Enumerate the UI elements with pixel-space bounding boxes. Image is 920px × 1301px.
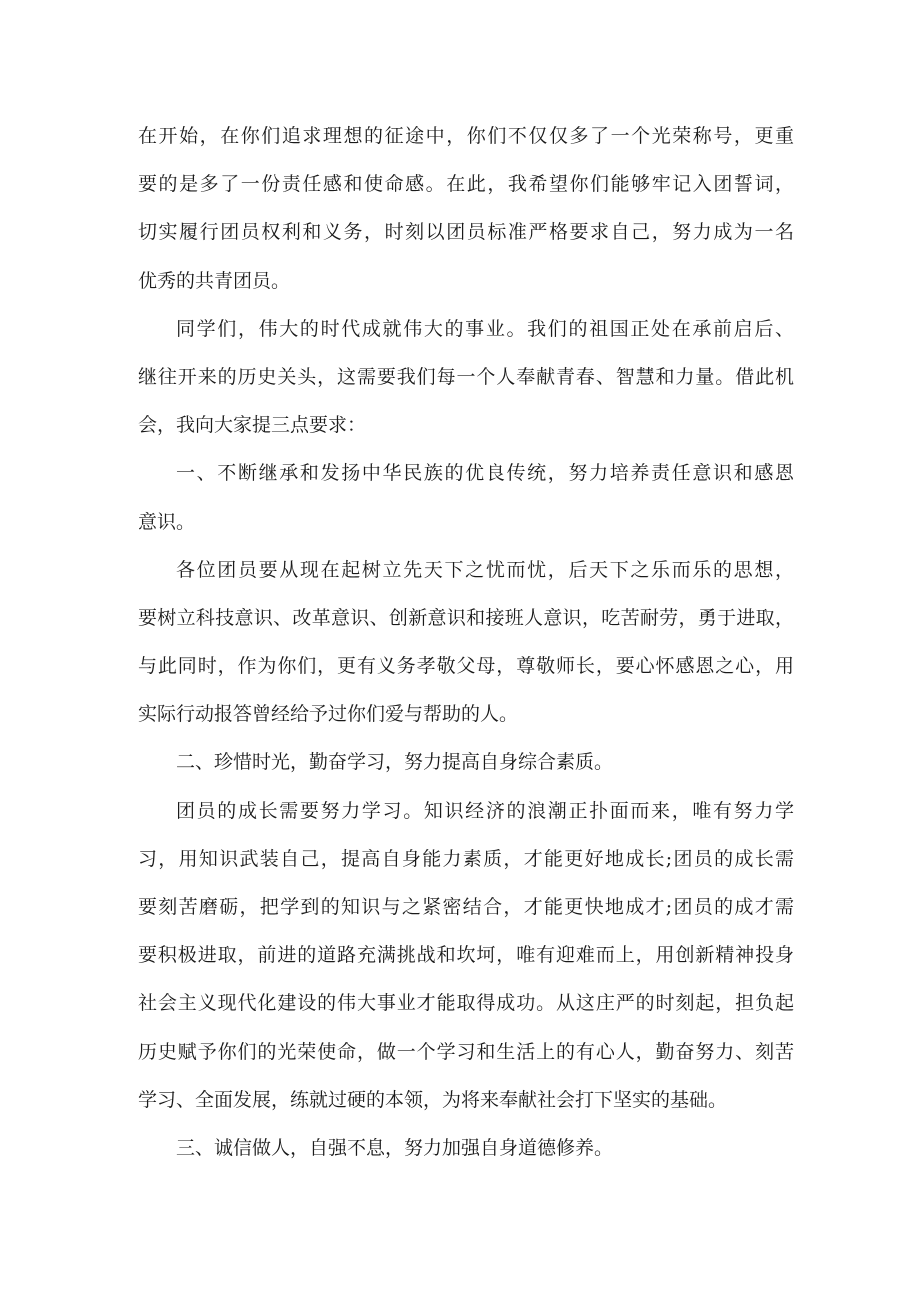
text-line: 在开始，在你们追求理想的征途中，你们不仅仅多了一个光荣称号，更重 [138,125,794,147]
text-line: 会，我向大家提三点要求： [138,414,367,437]
text-line: 历史赋予你们的光荣使命，做一个学习和生活上的有心人，勤奋努力、刻苦 [138,1040,794,1063]
text-line: 团员的成长需要努力学习。知识经济的浪潮正扑面而来，唯有努力学 [176,799,794,822]
section-heading-1: 一、不断继承和发扬中华民族的优良传统，努力培养责任意识和感恩 [176,462,794,485]
text-line: 实际行动报答曾经给予过你们爱与帮助的人。 [138,703,519,726]
text-line: 各位团员要从现在起树立先天下之忧而忧，后天下之乐而乐的思想， [176,558,794,581]
text-line: 优秀的共青团员。 [138,269,291,292]
body-text [138,112,794,1172]
text-line: 习，用知识武装自己，提高自身能力素质，才能更好地成长;团员的成长需 [138,847,794,870]
text-line: 学习、全面发展，练就过硬的本领，为将来奉献社会打下坚实的基础。 [138,1088,728,1111]
text-line: 要积极进取，前进的道路充满挑战和坎坷，唯有迎难而上，用创新精神投身 [138,944,794,967]
text-line: 与此同时，作为你们，更有义务孝敬父母，尊敬师长，要心怀感恩之心，用 [138,655,794,678]
section-heading-2: 二、珍惜时光，勤奋学习，努力提高自身综合素质。 [176,751,614,774]
text-line: 切实履行团员权利和义务，时刻以团员标准严格要求自己，努力成为一名 [138,221,794,244]
text-line: 社会主义现代化建设的伟大事业才能取得成功。从这庄严的时刻起，担负起 [138,992,794,1015]
section-heading-3: 三、诚信做人，自强不息，努力加强自身道德修养。 [176,1136,614,1159]
text-line: 要的是多了一份责任感和使命感。在此，我希望你们能够牢记入团誓词， [138,173,794,196]
text-line: 同学们，伟大的时代成就伟大的事业。我们的祖国正处在承前启后、 [176,317,794,340]
text-line: 要树立科技意识、改革意识、创新意识和接班人意识，吃苦耐劳，勇于进取， [138,606,794,629]
text-line: 要刻苦磨砺，把学到的知识与之紧密结合，才能更快地成才;团员的成才需 [138,896,794,918]
text-line: 继往开来的历史关头，这需要我们每一个人奉献青春、智慧和力量。借此机 [138,365,794,388]
text-line: 意识。 [138,510,196,533]
